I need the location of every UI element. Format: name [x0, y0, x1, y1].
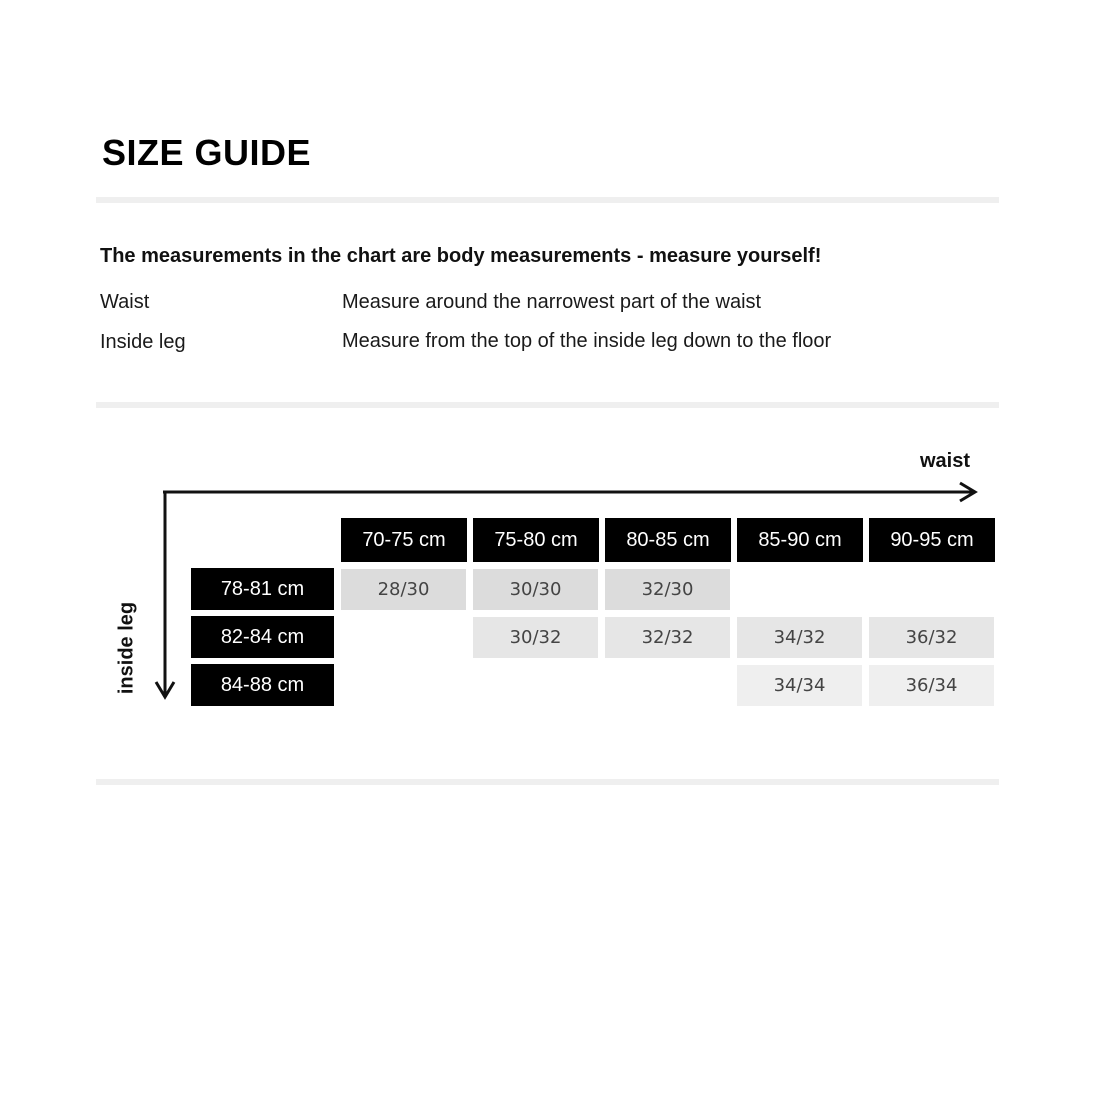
size-cell: 36/34 [869, 665, 994, 706]
size-cell: 32/30 [605, 569, 730, 610]
waist-header-1: 70-75 cm [341, 518, 467, 562]
page-title: SIZE GUIDE [102, 132, 312, 173]
size-cell: 34/34 [737, 665, 862, 706]
divider-bottom [96, 779, 999, 785]
waist-axis-label: waist [920, 450, 971, 472]
intro-text: The measurements in the chart are body measurements - measure yourself! [100, 245, 822, 267]
size-cell: 28/30 [341, 569, 466, 610]
inside-leg-header-2: 82-84 cm [191, 616, 334, 658]
measurement-desc-inside-leg: Measure from the top of the inside leg down to the floor [342, 330, 832, 352]
waist-header-2: 75-80 cm [473, 518, 599, 562]
inside-leg-header-3: 84-88 cm [191, 664, 334, 706]
waist-header-3: 80-85 cm [605, 518, 731, 562]
size-cell: 30/30 [473, 569, 598, 610]
waist-header-4: 85-90 cm [737, 518, 863, 562]
size-cell: 32/32 [605, 617, 730, 658]
size-cell: 30/32 [473, 617, 598, 658]
inside-leg-arrow-icon [156, 492, 174, 697]
waist-header-5: 90-95 cm [869, 518, 995, 562]
waist-arrow-icon [163, 483, 975, 501]
measurement-label-waist: Waist [100, 291, 150, 313]
measurement-desc-waist: Measure around the narrowest part of the waist [342, 291, 762, 313]
inside-leg-axis-label: inside leg [115, 601, 138, 695]
inside-leg-header-1: 78-81 cm [191, 568, 334, 610]
measurement-label-inside-leg: Inside leg [100, 331, 186, 353]
size-cell: 36/32 [869, 617, 994, 658]
size-cell: 34/32 [737, 617, 862, 658]
